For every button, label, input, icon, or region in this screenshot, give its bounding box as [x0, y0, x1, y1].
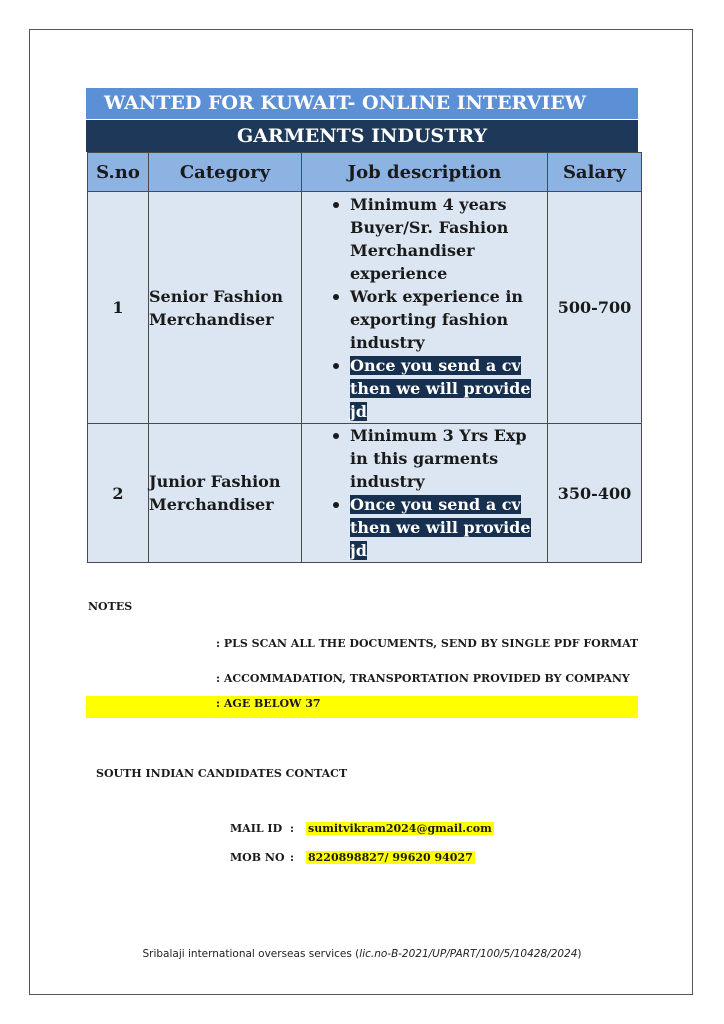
- description-item: [350, 354, 547, 423]
- mobile-separator: :: [290, 851, 295, 864]
- description-item: Work experience in exporting fashion industry: [350, 285, 547, 354]
- mail-label: MAIL ID: [230, 822, 283, 835]
- mail-row: [230, 822, 494, 835]
- description-item: Minimum 4 years Buyer/Sr. Fashion Merchandiser experience: [350, 193, 547, 285]
- description-item: [350, 493, 547, 562]
- highlighted-text: Once you send a cv then we will provide jd: [350, 495, 531, 560]
- row-category: Senior Fashion Merchandiser: [149, 192, 302, 424]
- mobile-value[interactable]: 8220898827/ 99620 94027: [308, 851, 473, 864]
- row-sno: 2: [88, 424, 149, 563]
- footer-company: Sribalaji international overseas services (: [142, 948, 360, 960]
- note-item: : PLS SCAN ALL THE DOCUMENTS, SEND BY SINGLE PDF FORMAT: [216, 637, 639, 650]
- mobile-row: [230, 851, 475, 864]
- jobs-table: [87, 152, 642, 563]
- description-list: [302, 193, 547, 423]
- column-header-salary: Salary: [548, 153, 642, 192]
- footer-close-paren: ): [577, 948, 582, 960]
- row-category: Junior Fashion Merchandiser: [149, 424, 302, 563]
- table-header-row: [88, 153, 642, 192]
- table-row: [88, 192, 642, 424]
- column-header-category: Category: [149, 153, 302, 192]
- contact-heading: SOUTH INDIAN CANDIDATES CONTACT: [96, 767, 348, 780]
- mobile-label: MOB NO: [230, 851, 285, 864]
- note-highlight-bar: [86, 696, 638, 718]
- title-wanted-for-kuwait: WANTED FOR KUWAIT- ONLINE INTERVIEW: [86, 88, 638, 119]
- mail-separator: :: [290, 822, 295, 835]
- table-row: [88, 424, 642, 563]
- row-sno: 1: [88, 192, 149, 424]
- description-item: Minimum 3 Yrs Exp in this garments industry: [350, 424, 547, 493]
- note-item: : AGE BELOW 37: [216, 697, 321, 710]
- row-description: [302, 192, 548, 424]
- highlighted-text: Once you send a cv then we will provide jd: [350, 355, 531, 421]
- note-item: : ACCOMMADATION, TRANSPORTATION PROVIDED BY COMPANY: [216, 672, 630, 685]
- row-salary: 350-400: [548, 424, 642, 563]
- row-description: [302, 424, 548, 563]
- footer-license-number: lic.no-B-2021/UP/PART/100/5/10428/2024: [359, 948, 578, 960]
- row-salary: 500-700: [548, 192, 642, 424]
- notes-heading: NOTES: [88, 600, 133, 613]
- footer-license-line: [0, 948, 724, 960]
- description-list: [302, 424, 547, 562]
- mail-value[interactable]: sumitvikram2024@gmail.com: [308, 822, 492, 835]
- title-garments-industry: GARMENTS INDUSTRY: [86, 120, 638, 152]
- column-header-sno: S.no: [88, 153, 149, 192]
- column-header-job-description: Job description: [302, 153, 548, 192]
